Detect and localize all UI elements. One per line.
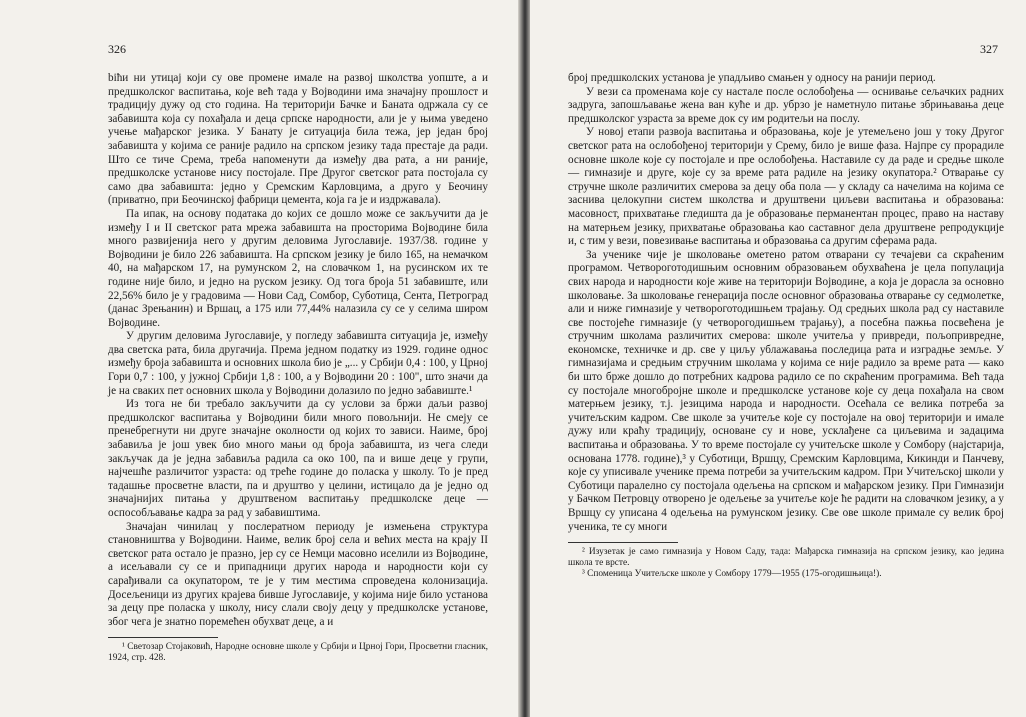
footnote-divider bbox=[108, 637, 218, 638]
paragraph: У новој етапи развоја васпитања и образовања, које је утемељено још у току Другог светског рата на ослобођеној територији у Срему, било је више фаза. Најпре су прорадиле основне школе које су постојале и пре ослобођења. Наставиле су да раде и средње школе — гимназије и друге, које су за време рата радиле на језику окупатора.² Отварање су стручне школе различитих смерова за децу оба пола — у складу са начелима на којима се заснива целокупни систем школства и друштвени циљеви васпитања и образовања: масовност, прихватање гледишта да је образовање перманентан процес, право на наставу на матерњем језику, прихватање образовања као саставног дела друштвене репродукције и, с тим у вези, повезивање васпитања и образовања са другим сферама рада. bbox=[568, 126, 1004, 248]
paragraph: број предшколских установа је упадљиво смањен у односу на ранији период. bbox=[568, 72, 936, 84]
page-number: 326 bbox=[108, 42, 126, 56]
paragraph: У другим деловима Југославије, у погледу забавишта ситуација је, између два светска рата, била другачија. Према једном податку из 1929. године однос између броја забавишта и основних школа био је „... у Србији 0,4 : 100, у Црној Гори 0,7 : 100, у јужној Србији 1,8 : 100, а у Војводини 20 : 100", што значи да је на сваких пет основних школа у Војводини долазило по једно забавиште.¹ bbox=[108, 330, 488, 397]
footnote: ² Изузетак је само гимназија у Новом Саду, тада: Мађарска гимназија на српском језику, као једина школа те врсте. bbox=[568, 547, 1004, 569]
right-page bbox=[530, 0, 1026, 717]
footnote-divider bbox=[568, 542, 678, 543]
paragraph: Па ипак, на основу података до којих се дошло може се закључити да је између I и II светског рата мрежа забавишта на просторима Војводине била много развијенија него у другим деловима Југославије. 1937/38. године у Војводини је било 226 забавишта. На српском језику је било 165, на немачком 40, на мађарском 17, на румунском 2, на словачком 1, на русинском их те године није било, и једно на руском језику. Од тога броја 51 забавиште, или 22,56% било је у градовима — Нови Сад, Сомбор, Суботица, Сента, Петроград (данас Зрењанин) и Вршац, а 175 или 77,44% налазила су се у селима широм Војводине. bbox=[108, 207, 488, 329]
paragraph: Значајан чинилац у послератном периоду је измењена структура становништва у Војводини. Наиме, велик број села и већих места на крају II светског рата остало је празно, јер су се Немци масовно иселили из Војводине, а исељавали су се и припадници других народа и народности који су сарађивали са окупатором, те је у тим местима спроведена колонизација. Досељеници из других крајева бивше Југославије, у којима није било установа за децу пре поласка у школу, нису слали своју децу у предшколске установе, због чега је знатно поремећен обухват деце, а и bbox=[108, 520, 488, 628]
footnote: ³ Споменица Учитељске школе у Сомбору 1779—1955 (175-огодишњица!). bbox=[582, 569, 882, 580]
paragraph: У вези са променама које су настале после ослобођења — оснивање сељачких радних задруга, запошљавање жена ван куће и др. убрзо је наметнуло питање збрињавања деце предшколског узраста за време док су им родитељи на послу. bbox=[568, 85, 1004, 125]
paragraph: За ученике чије је школовање ометено ратом отварани су течајеви са скраћеним програмом. Четвороготодишњим основним образовањем обухваћена је цела популација свих народа и народности које живе на територији Војводине, а која је дорасла за основно школовање. За школовање генерација после основног образовања отварање су седмолетке, али и ниже гимназије у четвороготодишњем трајању. Од средњих школа рад су наставиле све постојеће гимназије (у четворогодишњем трајању), а посебна пажња посвећена је стручним школама различитих смерова: школе учитеља у привреди, пољопривредне, економске, техничке и др. све у циљу ублажавања последица рата и изградње земље. У гимназијама и средњим стручним школама у којима се није радило за време рата — како би што брже дошло до потребних кадрова радило се по скраћеним програмима. Већ тада су постојале многобројне школе и предшколске установе које су деца похађала на свом матерњем језику, т.ј. језицима народа и народности. Осећала се велика потреба за учитељским кадром. Све школе за учитеље које су постојале на овој територији и имале дужу или краћу традицију, основане су и нове, усклађене са циљевима и задацима васпитања и образовања. У то време постојале су учитељске школе у Сомбору (најстарија, основана 1778. године),³ у Суботици, Вршцу, Сремским Карловцима, Кикинди и Панчеву, које су уписивале ученике према потреби за учитељским кадром. При Учитељској школи у Суботици паралелно су постојала одељења на српском и мађарском језику. При Гимназији у Бачком Петровцу отворено је одељење за учитеље које ће радити на словачком језику, а у Вршцу су уписана 4 одељења на румунском језику. Све ове школе примале су велик број ученика, те су многи bbox=[568, 248, 1004, 533]
footnote: ¹ Светозар Стојаковић, Народне основне школе у Србији и Црној Гори, Просветни гласник, 1924, стр. 428. bbox=[108, 642, 488, 664]
paragraph: Из тога не би требало закључити да су услови за бржи даљи развој предшколског васпитања у Војводини били много повољнији. Не смеју се пренебрегнути ни друге значајне околности од којих то зависи. Наиме, број забавиља је још увек био много мањи од броја забавишта, из чега следи закључак да је једна забавиља радила са око 100, па и више деце у групи, најчешће различитог узраста: од треће године до поласка у школу. То је пред тадашње просветне власти, па и друштво у целини, истицало да је једно од значајнијих питања у друштвеном васпитању предшколске деце — оспособљавање кадра за рад у забавиштима. bbox=[108, 398, 488, 519]
page-number: 327 bbox=[980, 42, 998, 56]
paragraph: biћи ни утицај који су ове промене имале на развој школства уопште, а и предшколског васпитања, које већ тада у Војводини има значајну прошлост и традицију дужу од сто година. На територији Бачке и Баната одржала су се забавишта која су похађала и деца српске народности, али је у њима уведено учење мађарског језика. У Банату је ситуација била тежа, јер један број забавишта у којима се раније радило на српском језику тада престаје да ради. Што се тиче Срема, треба напоменути да између два рата, а ни раније, предшколске установе нису постојале. Пре Другог светског рата постојала су само два забавишта: једно у Сремским Карловцима, а друго у Беочину (приватно, при Беочинској фабрици цемента, која га је и издржавала). bbox=[108, 72, 488, 207]
